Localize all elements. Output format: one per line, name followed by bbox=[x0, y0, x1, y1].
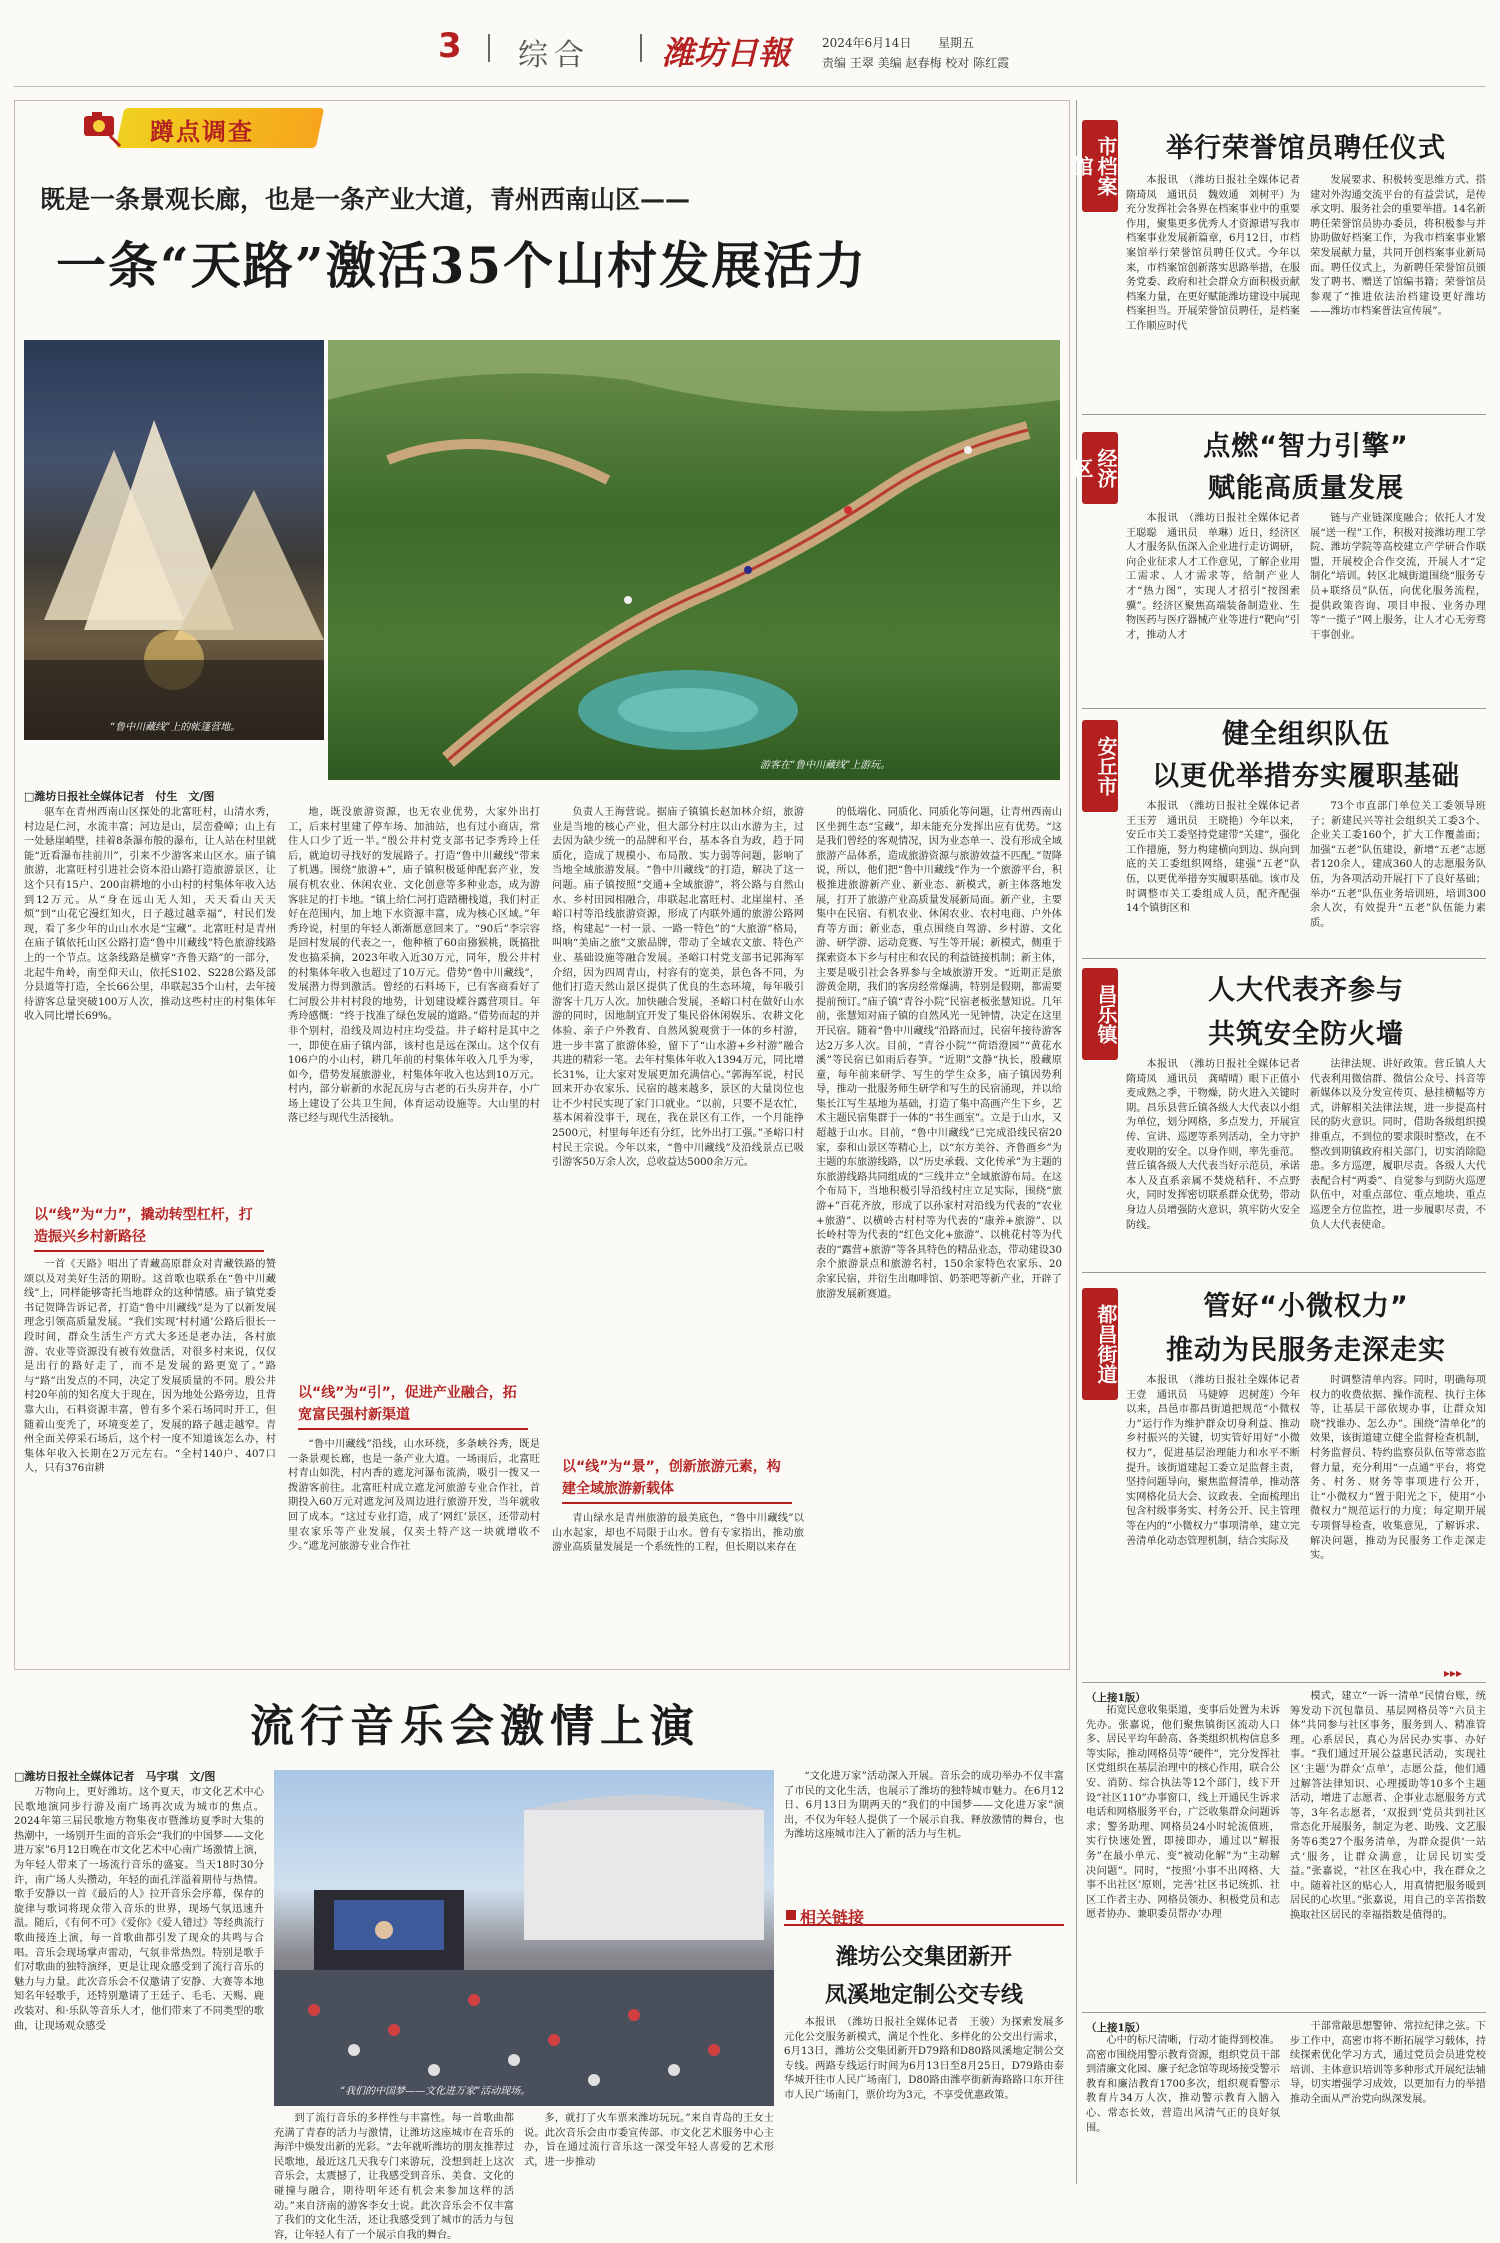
rail-text-3b: 73个市直部门单位关工委领导班子；新建民兴等社会组织关工委3个、企业关工委160个，扩大工作覆盖面；加强“五老”队伍建设，新增“五老”志愿者120余人，建成360人的志愿服务队伍，为各项活动开展打下了良好基础；举办“五老”队伍业务培训班，培训300余人次，有效提升“五老”队伍能力素质。 bbox=[1310, 801, 1486, 929]
rail-head-4a: 人大代表齐参与 bbox=[1208, 975, 1404, 1006]
rail-lower-label-2: （上接1版） bbox=[1086, 2022, 1146, 2034]
feature-col1-top: 驱车在青州西南山区探处的北富旺村，山清水秀，村边是仁河，水流丰富；河边是山，层峦叠嶂；山上有一处悬崖峭壁，挂着8条瀑布般的瀑布，让人站在村里就能“近看瀑布挂前川”，引来不少游客来山区水。庙子镇旅游，北富旺村引进社会资本沿山路打造旅游景区，让这个只有15户、200亩耕地的小山村的村集体年收入达到12万元。从“身在远山无人知，天天看山天天烦”到“山花它漫红知火，日子越过越幸福”，村民们发现，看了多少年的山山水水是“宝藏”。北富旺村是青州在庙子镇依托山区公路打造“鲁中川藏线”特色旅游线路上的一个节点。这条线路是横穿“齐鲁天路”的一部分，北起牛角岭，南至仰天山，依托S102、S228公路及部分县道等打造，全长66公里，串联起35个山村，去年接待游客总量突破100万人次，推动这些村庄的村集体年收入同比增长69%。 bbox=[24, 807, 276, 1023]
music-col4: “文化进万家”活动深入开展。音乐会的成功举办不仅丰富了市民的文化生活，也展示了潍坊的独特城市魅力。在6月12日、6月13日为期两天的“我们的中国梦——文化进万家”演出，不仅为年轻人提供了一个展示自我、释放激情的舞台，也为潍坊这座城市注入了新的活力与生机。 bbox=[784, 1771, 1064, 1841]
paper-name-logo: 潍坊日報 bbox=[662, 34, 791, 72]
rail-head-5a: 管好“小微权力” bbox=[1203, 1291, 1409, 1322]
rail-tab-duchang: 都昌街道 bbox=[1082, 1288, 1118, 1400]
masthead-divider-1 bbox=[488, 34, 490, 62]
photo1-caption: “鲁中川藏线”上的帐篷营地。 bbox=[110, 722, 241, 733]
rail-rule-2 bbox=[1082, 708, 1486, 709]
rail-head-3a: 健全组织队伍 bbox=[1222, 719, 1390, 750]
feature-subhead-2: 以“线”为“引”，促进产业融合，拓宽富民强村新渠道 bbox=[298, 1382, 528, 1430]
photo2-caption: 游客在“鲁中川藏线”上游玩。 bbox=[760, 760, 891, 771]
feature-col3-top: 负责人王海营说。据庙子镇镇长赵加林介绍，旅游业是当地的核心产业，但大部分村庄以山水游为主，过去因为缺少统一的品牌和平台，基本各自为政，趋于同质化，造成了规模小、布局散、实力弱等问题，影响了当地全域旅游发展。“鲁中川藏线”的打造，解决了这一问题。庙子镇按照“交通+全域旅游”，将公路与自然山水、乡村田园相融合，串联起北富旺村、北崖崖村、圣峪口村等沿线旅游资源，形成了内联外通的旅游公路网络，构建起“一村一景、一路一特色”的“大旅游”格局，叫响“美庙之旅”文旅品牌，带动了全域农文旅、特色产业、基础设施等融合发展。圣峪口村党支部书记郭海军介绍，因为四周青山，村容有的宽美，景色各不同，为他们打造天然山景区提供了优良的生态环境，每年吸引游客十几万人次。加快融合发展，圣峪口村在做好山水游的同时，因地制宜开发了集民俗休闲娱乐、农耕文化体验、亲子户外教育、自然风貌观赏于一体的乡村游，进一步丰富了旅游体验，留下了“山水游+乡村游”融合共进的精彩一笔。去年村集体年收入1394万元，同比增长31%，让大家对发展更加充满信心。”郭海军说，村民回来开办农家乐、民宿的越来越多，景区的大量岗位也让不少村民实现了家门口就业。“以前，只要不是农忙，基本闲着没事干，现在，我在景区有工作，一个月能挣2500元，村里每年还有分红，比外出打工强。”圣峪口村村民王宗说。今年以来，“鲁中川藏线”及沿线景点已吸引游客50万余人次，总收益达5000余万元。 bbox=[552, 807, 804, 1169]
section-name: 综合 bbox=[518, 38, 590, 73]
music-byline: □潍坊日报社全媒体记者 马宇琪 文/图 bbox=[14, 1770, 216, 1783]
feature-kicker: 既是一条景观长廊，也是一条产业大道，青州西南山区—— bbox=[40, 185, 691, 214]
rail-tab-yingqiu: 昌乐镇 bbox=[1082, 968, 1118, 1060]
feature-col3-bottom: 青山绿水是青州旅游的最美底色，“鲁中川藏线”以山水起家，却也不局限于山水。曾有专家指出，推动旅游业高质量发展是一个系统性的工程，但长期以来存在 bbox=[552, 1513, 804, 1554]
rail-text-5a: 本报讯 （潍坊日报社全媒体记者 王壹 通讯员 马婕婷 迟树莲）今年以来，昌邑市都昌街道把规范“小微权力”运行作为维护群众切身利益、推动乡村振兴的关键，切实管好用好“小微权力”，促进基层治理能力和水平不断提升。该街道建起工委立足监督主责，坚持问题导向，聚焦监督清单，推动落实网格化员大会、议政表、全面梳理出包含村级事务实、村务公开、民主管理等在内的“小微权力”事项清单，建立完善清单化动态管理机制，结合实际及 bbox=[1126, 1375, 1311, 1547]
masthead-rule bbox=[14, 86, 1486, 87]
camera-icon bbox=[80, 104, 122, 146]
rail-text-3a: 本报讯 （潍坊日报社全媒体记者 王玉芳 通讯员 王晓艳）今年以来，安丘市关工委坚持党建带“关建”，强化工作措施，努力构建横向到边、纵向到底的关工委组织网络，建强“五老”队伍，以更优举措夯实履职基础。该市及时调整市关工委组成人员，配齐配强14个镇街区和 bbox=[1126, 801, 1311, 915]
music-photo-concert bbox=[274, 1770, 774, 2106]
rail-lower-1b: 模式，建立“一诉一清单”民情台账，统筹发动下沉包靠员、基层网格员等“六员主体”共同参与社区事务，服务到人、精准管理。心系居民，真心为居民办实事、办好事。“我们通过开展公益惠民活动，实现社区‘主题’为群众‘点单’，志愿公益，他们通过解答法律知识、心理援助等10多个主题活动，增进了志愿者、企事业志愿服务方式等，3年名志愿者，‘双报到’党员共到社区常态化开展服务，制定为老、助残、文艺服务等6类27个服务清单，为群众提供‘一站式’服务，让群众满意，让居民切实受益。”张嘉说，“社区在我心中，我在群众之中。随着社区的贴心人，用真情把服务暖到居民的心坎里。”张嘉说，用自己的辛苦指数换取社区居民的幸福指数是值得的。 bbox=[1290, 1691, 1486, 1921]
rail-lower-label-1: （上接1版） bbox=[1086, 1692, 1146, 1704]
rail-lower-1a: 拓宽民意收集渠道，变事后处置为未诉先办。张嘉说，他们聚焦镇街区流动人口多、居民平均年龄高、各类组织机构信息多等实际，推动网格员等“硬件”，完分发挥社区党组织在基层治理中的核心作用，联合公安、消防、综合执法等12个部门，线下开设“社区110”办事窗口，线上开通民生诉求电话和网格服务平台，广泛收集群众问题诉求；警务助理、网格员24小时轮流值班，实行快速处置，即接即办，通过以“解报务”在最小单元、变“被动化解”为“主动解决问题”。同时，“按照‘小事不出网格、大事不出社区’原则，完善‘社区书记统抓、社区工作者主办、网格员领办、积极党员和志愿者协办、兼职委员帮办’办理 bbox=[1086, 1705, 1280, 1921]
rail-rule-3 bbox=[1082, 958, 1486, 959]
rail-tab-archives: 市档案馆 bbox=[1082, 120, 1118, 212]
related-link-square-icon bbox=[786, 1910, 796, 1920]
rail-rule-5 bbox=[1082, 1682, 1486, 1683]
rail-text-1a: 本报讯 （潍坊日报社全媒体记者 隋琦凤 通讯员 魏效通 刘树平）为充分发挥社会各界在档案事业中的重要作用，聚集更多优秀人才资源谱写我市档案事业发展新篇章，6月12日，市档案馆举行荣誉馆员聘任仪式。今年以来，市档案馆创新落实思路举措，在服务党委、政府和社会群众方面积极贡献档案力量，在更好赋能潍坊建设中展现档案担当。开展荣誉馆员聘任，是档案工作顺应时代 bbox=[1126, 175, 1311, 332]
rail-rule-4 bbox=[1082, 1272, 1486, 1273]
feature-subhead-3: 以“线”为“景”，创新旅游元素，构建全域旅游新载体 bbox=[562, 1456, 792, 1504]
page-number: 3 bbox=[438, 26, 462, 66]
feature-col2-bottom: “鲁中川藏线”沿线，山水环绕，多条峡谷秀，既是一条景观长廊，也是一条产业大道。一场雨后，北富旺村青山如洗，村内香的遮龙河瀑布流淌，吸引一拨又一拨游客前往。北富旺村成立遮龙河旅游专业合作社，首期投入60万元对遮龙河及周边进行旅游开发，当年就收回了成本。“这过专业打造，成了‘网红’景区，还带动村里农家乐等产业发展，仅卖土特产这一块就增收不少。”遮龙河旅游专业合作社 bbox=[288, 1439, 540, 1553]
rail-head-2b: 赋能高质量发展 bbox=[1208, 473, 1404, 504]
related-link-headline-2: 凤溪地定制公交专线 bbox=[824, 1983, 1023, 2008]
feature-photo-tents bbox=[24, 340, 324, 740]
rail-text-4a: 本报讯 （潍坊日报社全媒体记者 隋琦凤 通讯员 龚晴晴）眼下正值小麦成熟之季，干物燥，防火进入关键时期。昌乐县营丘镇各级人大代表以小组为单位，划分网格，多点发力，开展宣传、宣讲、巡逻等系列活动，全力守护麦收期的安全。以身作则，率先垂范。营丘镇各级人大代表当好示范员，承诺本人及直系亲属不焚烧秸秆、不点野火，同时发挥密切联系群众优势，带动身边人员增强防火意识，筑牢防火安全防线。 bbox=[1126, 1059, 1311, 1231]
related-link-text: 本报讯 （潍坊日报社全媒体记者 王骏）为探索发展多元化公交服务新模式，满足个性化、多样化的公交出行需求，6月13日，潍坊公交集团新开D79路和D80路凤溪地定制公交专线。两路专线运行时间为6月13日至8月25日，D79路由泰华城开往市人民广场南门，D80路由潍亭街新海路路口东开往市人民广场南门，票价均为3元，不享受优惠政策。 bbox=[784, 2017, 1064, 2101]
feature-col4: 的低端化、同质化、同质化等问题，让青州西南山区坐拥生态“宝藏”，却未能充分发挥出应有优势。“这是我们曾经的客观情况，因为业态单一、没有形成全域旅游产品体系，造成旅游资源与旅游效益不匹配。”贺降说，所以，他们把“鲁中川藏线”作为一个旅游平台，积极推进旅游新产业、新业态、新模式，新主体落地发展，打开了旅游产业高质量发展新局面。新产业，主要集中在民宿、有机农业、休闲农业、农村电商、户外体育等方面；新业态，重点围绕自驾游、乡村游、文化游、研学游、运动竞赛、写生等开展；新模式，侧重于探索资本下乡与村庄和农民的利益链接机制；新主体，主要是吸引社会各界参与全域旅游开发。“近期正是旅游黄金期，我们的客房经常爆满，特别是假期，都需要提前预订。”庙子镇“青谷小院”民宿老板张慧知说。几年前，张慧知对庙子镇的自然风光一见钟情，决定在这里开民宿。随着“鲁中川藏线”沿路而过，民宿年接待游客达2万多人次。目前，“青谷小院”“荷语澄园”“黄花水溪”等民宿已如雨后春笋。“近期”文静“执长，殷藏原童，每年前来研学、写生的学生众多，庙子镇因势利导，推动一批服务师生研学和写生的民宿涌现，并以给集长江写生基地为基础，打造了集中高画产生下乡，艺术主题民宿集群于一体的“书生画室”。立是于山水，又超越于山水。目前，“鲁中川藏线”已完成沿线民宿20家，泰和山景区等精心上，以“东方美谷、齐鲁画乡”为主题的东旅游线路，以“历史承载、文化传承”为主题的东旅游线路共同组成的“三线并立”全域旅游布局。在这个布局下，当地积极引导沿线村庄立足实际，围绕“旅游+”百花齐放，形成了以孙家村对沿线为代表的“农业+旅游”、以横岭古村村等为代表的“康养+旅游”、以长岭村等为代表的“红色文化+旅游”、以桃花村等为代表的“露营+旅游”等各具特色的精品业态，带动建设30余个旅游景点和旅游名村，150余家特色农家乐、20余家民宿，并衍生出咖啡馆、奶茶吧等新产业，开辟了旅游发展新赛道。 bbox=[816, 807, 1062, 1300]
editor-credits: 责编 王翠 美编 赵春梅 校对 陈红霞 bbox=[822, 56, 1010, 70]
feature-headline: 一条“天路”激活35个山村发展活力 bbox=[56, 236, 868, 295]
rail-tab-econ-zone: 经济区 bbox=[1082, 432, 1118, 504]
rail-text-2a: 本报讯 （潍坊日报社全媒体记者 王聪聪 通讯员 单琳）近日，经济区人才服务队伍深入企业进行走访调研，向企业征求人才工作意见，了解企业用工需求、人才需求等，给制产业人才“热力图”，实现人才招引“按图索骥”。经济区聚焦高端装备制造业、生物医药与医疗器械产业等进行“靶向”引才，推动人才 bbox=[1126, 513, 1311, 641]
feature-subhead-1: 以“线”为“力”，撬动转型杠杆，打造振兴乡村新路径 bbox=[34, 1204, 264, 1252]
rail-end-arrows: ▸▸▸ bbox=[1444, 1666, 1463, 1680]
music-col1: 万物向上，更好潍坊。这个夏天，市文化艺术中心民歌地演同步行游及南广场再次成为城市的焦点。2024年第三届民歌地方物集夜市暨潍坊夏季时大集的热潮中，一场别开生面的音乐会“我们的中国梦——文化进万家”6月12日晚在市文化艺术中心南广场激情上演，为年轻人带来了一场流行音乐的盛宴。当天18时30分许，南广场人头攒动，年轻的面孔洋溢着期待与热情。歌手安静以一首《最后的人》拉开音乐会序幕，保存的旋律与歌词将现众带入音乐的世界，现场气氛迅速升温。随后，《有何不可》《爱你》《爱人错过》等经典流行歌曲接连上演，每一首歌曲都引发了现众的共鸣与合唱。音乐会现场掌声雷动，气氛非常热烈。特别是歌手们对歌曲的独特演绎，更是让现众感受到了流行音乐的魅力与力量。此次音乐会不仅邀请了安静、大赛等本地知名年轻歌手，还特别邀请了王廷子、毛毛、天赐、鹿改装对、和·乐队等音乐人才，他们带来了不同类型的歌曲，让现场观众感受 bbox=[14, 1787, 264, 2032]
feature-badge-text: 蹲点调查 bbox=[150, 118, 254, 146]
rail-rule-1 bbox=[1082, 414, 1486, 415]
rail-divider bbox=[1076, 100, 1077, 2184]
related-link-headline-1: 潍坊公交集团新开 bbox=[835, 1945, 1012, 1970]
rail-head-5b: 推动为民服务走深走实 bbox=[1166, 1335, 1446, 1366]
music-col2: 到了流行音乐的多样性与丰富性。每一首歌曲都充满了青春的活力与激情，让潍坊这座城市在音乐的海洋中焕发出新的光彩。“去年就听潍坊的朋友推荐过民歌地，最近这几天我专门来游玩，没想到赶上这次音乐会，太震撼了，让我感受到音乐、美食、文化的碰撞与融合，期待明年还有机会来参加这样的活动。”来自济南的游客李女士说。此次音乐会不仅丰富了我们的文化生活，还让我感受到了城市的活力与包容，让年轻人有了一个展示自我的舞台。 bbox=[274, 2113, 514, 2241]
rail-rule-6 bbox=[1082, 2012, 1486, 2013]
feature-photo-trail bbox=[328, 340, 1060, 780]
feature-col2-top: 地，既没旅游资源，也无农业优势，大家外出打工，后来村里建了停车场、加油站，也有过小商店，常住人口少了近一半。”殷公井村党支部书记李秀玲上任后，就迫切寻找好的发展路子。打造“鲁中川藏线”带来了机遇。围绕“旅游+”，庙子镇积极延伸配套产业，发展有机农业、休闲农业、文化创意等多种业态，成为游客驻足的打卡地。“镇上给仁河打造踏栅栈道，我们村正好在范围内，加上地下水资源丰富，成为核心区域。”年秀玲说，村里的年轻人渐渐愿意回来了。“90后”李宗容是回村发展的代表之一，他种植了60亩猕猴桃，既搞批发也搞采摘，2023年收入近30万元，同年，殷公井村的村集体年收入也超过了10万元。借势“鲁中川藏线”，发展潜力得到激活。曾经的石料场下，已有客商看好了仁河殷公井村村段的地势，计划建设嵘谷露营项目。年秀玲感慨：“终于找准了绿色发展的道路。”借势而起的并非个别村，沿线及周边村庄均受益。井子峪村是其中之一，即使在庙子镇内部，该村也是远在深山。这个仅有106户的小山村，耕几年前的村集体年收入几乎为零，如今，借势发展旅游业，村集体年收入也达到10万元。村内，部分崭新的水泥瓦房与古老的石头房并存，小广场上建设了公共卫生间，体育运动设施等。大山里的村落已经与现代生活接轨。 bbox=[288, 807, 540, 1125]
rail-tab-anqiu: 安丘市 bbox=[1082, 720, 1118, 812]
music-headline: 流行音乐会激情上演 bbox=[250, 1701, 700, 1752]
rail-text-5b: 时调整清单内容。同时，明确每项权力的收费依据、操作流程、执行主体等，让基层干部依规办事，让群众知晓“找谁办、怎么办”。围绕“清单化”的效果，该街道建立健全监督检查机制，村务监督员、特约监察员队伍等常态监督力量，充分利用“一点通”平台，将党务、村务、财务等事项进行公开，让“小微权力”置于阳光之下，使用“小微权力”规范运行的力度；每定期开展专项督导检查，收集意见，了解诉求、解决问题，推动为民服务工作走深走实。 bbox=[1310, 1375, 1486, 1562]
rail-head-3b: 以更优举措夯实履职基础 bbox=[1152, 761, 1460, 792]
rail-text-1b: 发展要求、积极转变思维方式、搭建对外沟通交流平台的有益尝试，是传承文明、服务社会的重要举措。14名新聘任荣誉馆员协办委员，将积极参与并协助做好档案工作，为我市档案事业繁荣发展献力量，共同开创档案事业新局面。聘任仪式上，为新聘任荣誉馆员颁发了聘书、赠送了馆编书籍；荣誉馆员参观了“推进依法治档建设更好潍坊——潍坊市档案普法宣传展”。 bbox=[1310, 175, 1486, 318]
rail-head-1: 举行荣誉馆员聘任仪式 bbox=[1166, 133, 1446, 164]
rail-lower-2b: 干部常敲思想警钟、常拉纪律之弦。下步工作中，高密市将不断拓展学习载体，持续探索优化学习方式，通过党员会员进党校培训、主体意识培训等多种形式开展纪法辅导，切实增强学习成效，以更加有力的举措推动全面从严治党向纵深发展。 bbox=[1290, 2021, 1486, 2105]
related-link-label: 相关链接 bbox=[800, 1908, 865, 1927]
rail-lower-2a: 心中的标尺清晰，行动才能得到校准。高密市围绕用警示教育资源，组织党员干部到清廉文化园、廉子纪念馆等现场接受警示教育和廉洁教育1700多次，组织观看警示教育片34万人次，推动警示教育入脑入心、常态长效，营造出风清气正的良好氛围。 bbox=[1086, 2035, 1280, 2134]
rail-text-4b: 法律法规、讲好政策。营丘镇人大代表利用微信群、微信公众号、抖音等新媒体以及分发宣传页、悬挂横幅等方式，讲解相关法律法规，进一步提高村民的防火意识。同时，借助各级组织摸排重点，不到位的要求限时整改，在不整改到期镇政府相关部门，切实消除隐患。多方巡逻，履职尽责。各级人大代表配合村“两委”、自觉参与到防火巡逻队伍中，对重点部位、重点地块、重点巡逻全方位监控，进一步履职尽责，不负人大代表使命。 bbox=[1310, 1059, 1486, 1231]
issue-weekday: 星期五 bbox=[938, 36, 975, 50]
masthead-divider-2 bbox=[640, 34, 642, 62]
issue-date: 2024年6月14日 bbox=[822, 36, 912, 50]
rail-text-2b: 链与产业链深度融合；依托人才发展“送一程”工作，积极对接潍坊理工学院、潍坊学院等高校建立产学研合作联盟，开展校企合作交流，开展人才“定制化”培训。转区北城街道围绕“服务专员+联络员”队伍，向优化服务流程，提供政策咨询、项目申报、业务办理等“一揽子”网上服务，让人才心无旁骛干事创业。 bbox=[1310, 513, 1486, 641]
feature-col1-bottom: 一首《天路》唱出了青藏高原群众对青藏铁路的赞颂以及对美好生活的期盼。这首歌也联系在“鲁中川藏线”上，同样能够寄托当地群众的这种情感。庙子镇党委书记贺降告诉记者，打造“鲁中川藏线”是为了以新发展理念引领高质量发展。“我们实现‘村村通’公路后很长一段时间，群众生活生产方式大多还是老办法，各村旅游、农业等资源没有被有效盘活，对很多村来说，仅仅是出行的路好走了，而不是发展的路更宽了。”路与“路”出发点的不同，决定了发展质量的不同。殷公井村20年前的知名度大于现在，因为地处公路旁边，且背靠大山，石料资源丰富，曾有多个采石场同时开工，但随着山变秃了，环境变差了，发展的路子越走越窄。青州全面关停采石场后，这个村一度不知道该怎么办，村集体年收入长期在2万元左右。“全村140户、407口人，只有376亩耕 bbox=[24, 1259, 276, 1475]
music-col3: 多，就打了火车票来潍坊玩玩。”来自青岛的王女士说。此次音乐会由市委宣传部、市文化艺术服务中心主办，旨在通过流行音乐这一深受年轻人喜爱的艺术形式，进一步推动 bbox=[524, 2113, 774, 2168]
rail-head-4b: 共筑安全防火墙 bbox=[1208, 1019, 1404, 1050]
music-photo-caption: “我们的中国梦——文化进万家”活动现场。 bbox=[340, 2086, 531, 2097]
rail-head-2a: 点燃“智力引擎” bbox=[1203, 431, 1409, 462]
masthead bbox=[0, 0, 1500, 78]
feature-byline: □潍坊日报社全媒体记者 付生 文/图 bbox=[24, 790, 215, 803]
